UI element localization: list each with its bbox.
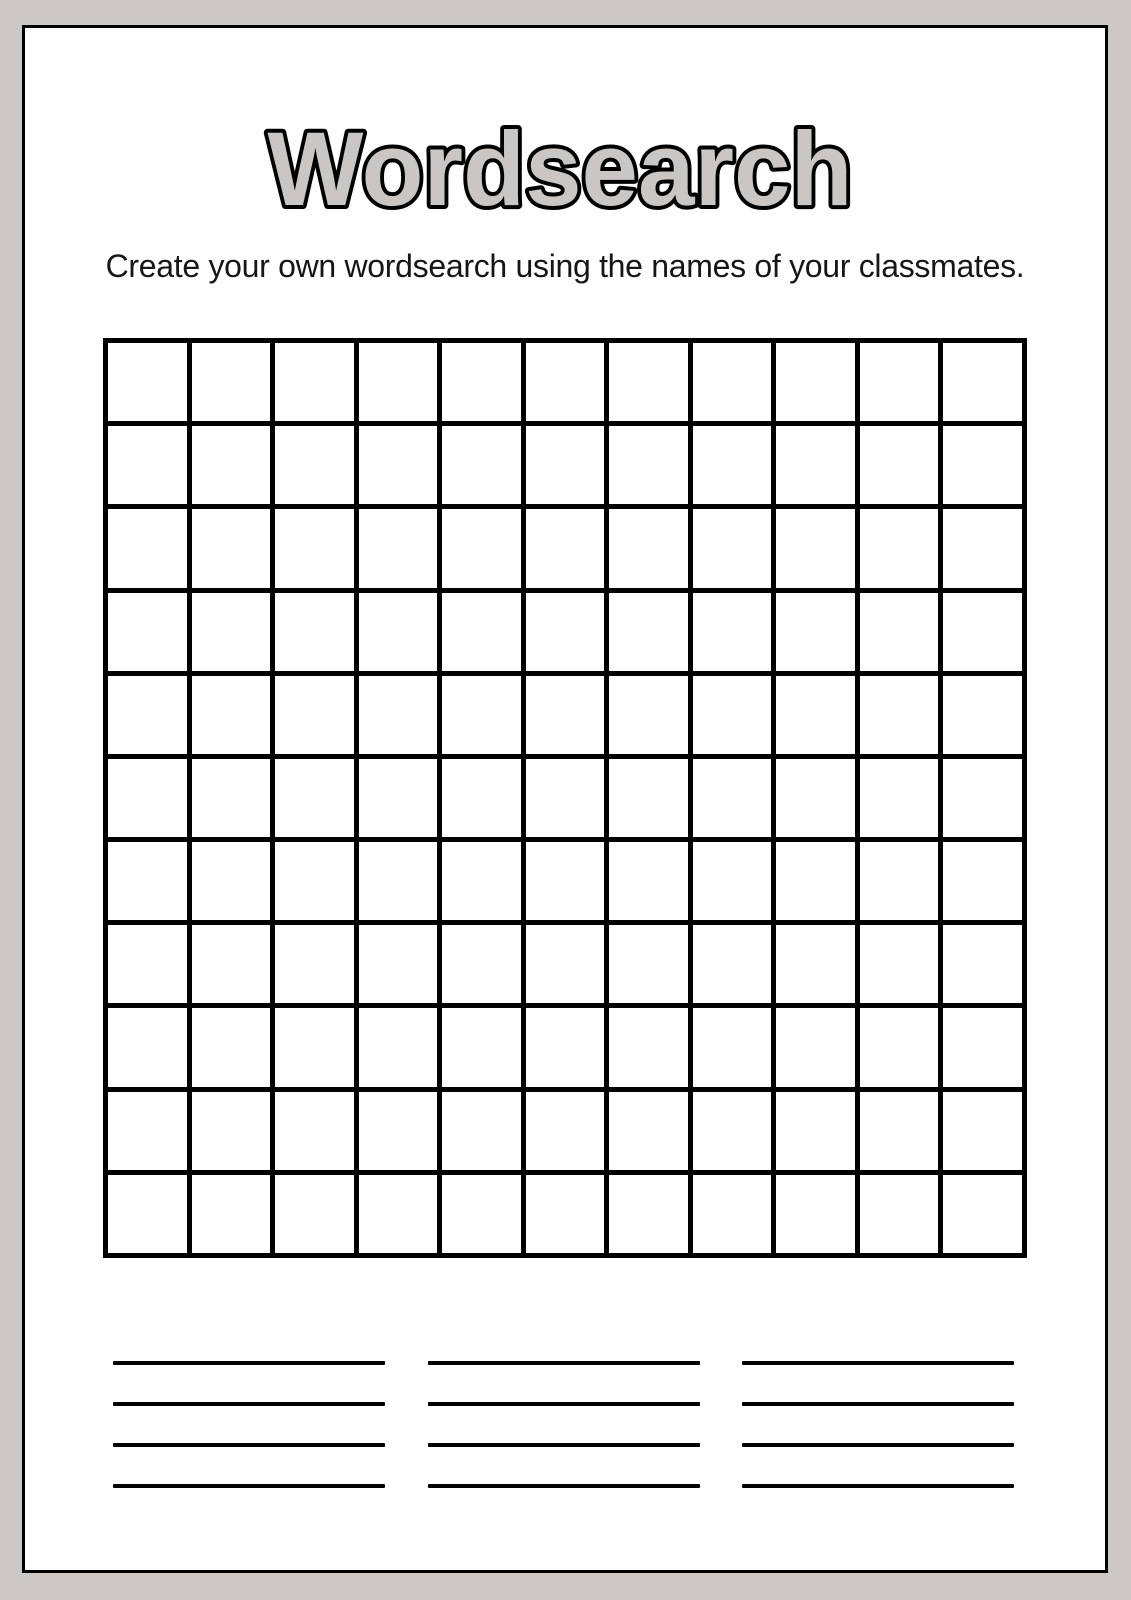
grid-cell [108,925,187,1003]
grid-cell [359,1175,438,1253]
grid-cell [108,343,187,421]
grid-cell [609,842,688,920]
grid-cell [609,1008,688,1086]
grid-cell [192,842,271,920]
grid-cell [609,1175,688,1253]
grid-cell [359,343,438,421]
answer-line [428,1484,700,1488]
grid-cell [943,1175,1022,1253]
grid-cell [776,1092,855,1170]
grid-cell [442,676,521,754]
grid-cell [609,925,688,1003]
grid-cell [359,593,438,671]
page-title: Wordsearch [267,111,853,228]
grid-cell [526,509,605,587]
grid-cell [776,842,855,920]
grid-cell [609,343,688,421]
grid-cell [192,1008,271,1086]
grid-cell [359,676,438,754]
grid-cell [943,842,1022,920]
grid-cell [359,842,438,920]
grid-cell [693,1175,772,1253]
grid-cell [943,759,1022,837]
grid-cell [275,842,354,920]
answer-line [742,1484,1014,1488]
answer-line [742,1361,1014,1365]
grid-cell [860,842,939,920]
grid-cell [108,842,187,920]
grid-cell [609,676,688,754]
grid-cell [693,343,772,421]
title-wordart [25,86,1105,246]
grid-cell [693,426,772,504]
grid-cell [693,759,772,837]
grid-cell [943,676,1022,754]
grid-cell [442,759,521,837]
grid-cell [693,1008,772,1086]
grid-cell [275,509,354,587]
grid-cell [442,426,521,504]
grid-cell [108,1175,187,1253]
grid-cell [275,1008,354,1086]
grid-cell [860,1008,939,1086]
grid-cell [359,1008,438,1086]
grid-cell [192,676,271,754]
answer-line [428,1361,700,1365]
grid-cell [275,593,354,671]
grid-cell [943,1092,1022,1170]
grid-cell [860,426,939,504]
grid-cell [776,759,855,837]
answer-line [113,1443,385,1447]
grid-cell [442,509,521,587]
grid-cell [693,676,772,754]
grid-cell [860,509,939,587]
grid-cell [943,343,1022,421]
grid-cell [442,593,521,671]
grid-cell [192,593,271,671]
answer-line-column [742,1361,1014,1488]
worksheet-page [22,25,1108,1573]
grid-cell [860,593,939,671]
grid-cell [943,925,1022,1003]
grid-cell [609,426,688,504]
grid-cell [442,1175,521,1253]
grid-cell [359,925,438,1003]
grid-cell [192,343,271,421]
answer-line [428,1443,700,1447]
answer-line [428,1402,700,1406]
grid-cell [359,1092,438,1170]
grid-cell [192,1092,271,1170]
grid-cell [860,925,939,1003]
grid-cell [609,509,688,587]
answer-lines-section [113,1361,1014,1488]
grid-cell [526,426,605,504]
grid-cell [943,426,1022,504]
grid-cell [275,759,354,837]
grid-cell [693,509,772,587]
answer-line [742,1402,1014,1406]
grid-cell [192,509,271,587]
grid-cell [108,593,187,671]
grid-cell [776,925,855,1003]
grid-cell [359,759,438,837]
grid-cell [526,759,605,837]
grid-cell [609,593,688,671]
grid-cell [442,1092,521,1170]
grid-cell [943,1008,1022,1086]
grid-cell [609,759,688,837]
grid-cell [693,842,772,920]
grid-cell [108,676,187,754]
grid-cell [776,593,855,671]
grid-cell [275,1175,354,1253]
grid-cell [526,593,605,671]
grid-cell [860,343,939,421]
grid-cell [108,426,187,504]
grid-cell [442,343,521,421]
answer-line [113,1484,385,1488]
grid-cell [860,1092,939,1170]
answer-line [113,1402,385,1406]
grid-cell [776,1008,855,1086]
answer-line [742,1443,1014,1447]
grid-cell [943,509,1022,587]
grid-cell [860,759,939,837]
grid-cell [693,925,772,1003]
answer-line [113,1361,385,1365]
grid-cell [442,842,521,920]
instruction-text: Create your own wordsearch using the names of your classmates. [105,248,1025,284]
grid-cell [192,925,271,1003]
grid-cell [192,759,271,837]
grid-cell [442,925,521,1003]
grid-cell [860,676,939,754]
grid-cell [526,1092,605,1170]
grid-cell [359,509,438,587]
grid-cell [275,1092,354,1170]
grid-cell [275,925,354,1003]
grid-cell [192,1175,271,1253]
grid-cell [359,426,438,504]
grid-cell [860,1175,939,1253]
grid-cell [609,1092,688,1170]
grid-cell [776,1175,855,1253]
grid-cell [275,426,354,504]
grid-cell [776,676,855,754]
grid-cell [275,676,354,754]
wordsearch-grid [103,338,1027,1258]
grid-cell [943,593,1022,671]
answer-line-column [113,1361,385,1488]
grid-cell [442,1008,521,1086]
answer-line-column [428,1361,700,1488]
grid-cell [526,842,605,920]
grid-cell [108,1092,187,1170]
grid-cell [526,343,605,421]
grid-cell [275,343,354,421]
grid-cell [108,509,187,587]
grid-cell [526,925,605,1003]
grid-cell [693,1092,772,1170]
grid-cell [108,1008,187,1086]
grid-cell [693,593,772,671]
grid-cell [526,676,605,754]
grid-cell [776,426,855,504]
grid-cell [776,343,855,421]
grid-cell [526,1175,605,1253]
grid-cell [776,509,855,587]
grid-cell [108,759,187,837]
grid-cell [526,1008,605,1086]
grid-cell [192,426,271,504]
